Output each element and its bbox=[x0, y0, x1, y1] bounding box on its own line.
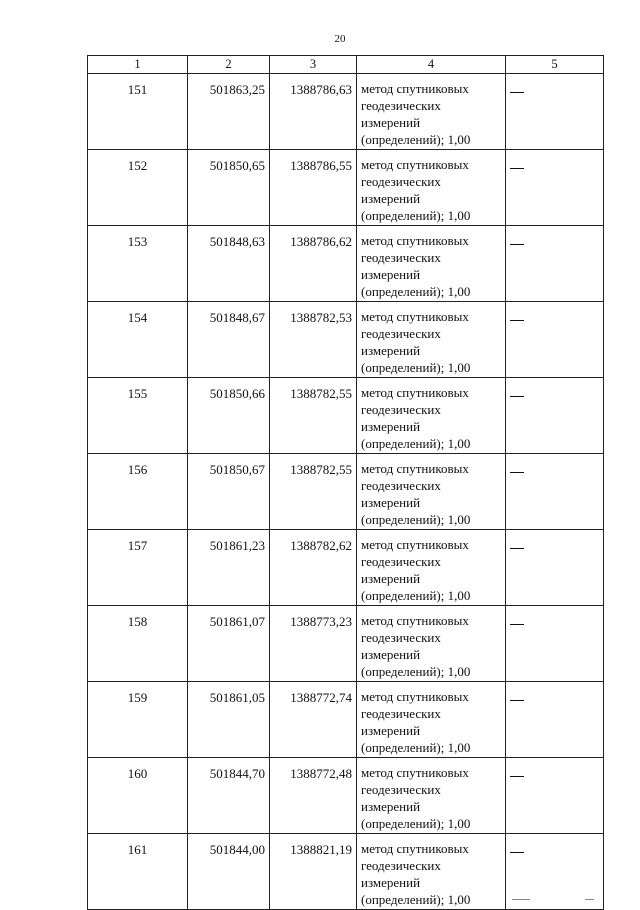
table-row bbox=[88, 530, 604, 606]
point-number: 157 bbox=[88, 530, 188, 606]
method-line: (определений); 1,00 bbox=[361, 208, 471, 223]
table-row bbox=[88, 74, 604, 150]
coordinate-y: 1388782,53 bbox=[270, 302, 357, 378]
method-line: (определений); 1,00 bbox=[361, 284, 471, 299]
header-col-2: 2 bbox=[188, 56, 270, 74]
method-line: метод спутниковых bbox=[361, 841, 469, 856]
method-description bbox=[357, 74, 506, 150]
table-header bbox=[88, 56, 604, 74]
coordinate-x: 501850,65 bbox=[188, 150, 270, 226]
method-description bbox=[357, 378, 506, 454]
method-line: метод спутниковых bbox=[361, 385, 469, 400]
table-row bbox=[88, 758, 604, 834]
dash-mark bbox=[510, 396, 524, 397]
dash-mark bbox=[510, 320, 524, 321]
note-cell bbox=[506, 378, 604, 454]
table-row bbox=[88, 226, 604, 302]
method-line: метод спутниковых bbox=[361, 233, 469, 248]
note-cell bbox=[506, 454, 604, 530]
method-line: измерений bbox=[361, 419, 421, 434]
method-line: метод спутниковых bbox=[361, 81, 469, 96]
dash-mark bbox=[510, 548, 524, 549]
method-line: метод спутниковых bbox=[361, 689, 469, 704]
method-line: геодезических bbox=[361, 174, 441, 189]
note-cell bbox=[506, 758, 604, 834]
method-line: метод спутниковых bbox=[361, 613, 469, 628]
dash-mark bbox=[510, 776, 524, 777]
method-line: (определений); 1,00 bbox=[361, 512, 471, 527]
coordinates-table bbox=[87, 55, 604, 910]
method-line: (определений); 1,00 bbox=[361, 588, 471, 603]
method-description bbox=[357, 834, 506, 910]
note-cell bbox=[506, 682, 604, 758]
scan-speck bbox=[585, 899, 594, 900]
dash-mark bbox=[510, 92, 524, 93]
method-line: (определений); 1,00 bbox=[361, 132, 471, 147]
coordinate-y: 1388772,48 bbox=[270, 758, 357, 834]
method-description bbox=[357, 302, 506, 378]
dash-mark bbox=[510, 472, 524, 473]
method-description bbox=[357, 150, 506, 226]
method-line: измерений bbox=[361, 495, 421, 510]
method-line: геодезических bbox=[361, 554, 441, 569]
point-number: 156 bbox=[88, 454, 188, 530]
coordinate-x: 501850,66 bbox=[188, 378, 270, 454]
header-col-3: 3 bbox=[270, 56, 357, 74]
method-line: (определений); 1,00 bbox=[361, 360, 471, 375]
point-number: 153 bbox=[88, 226, 188, 302]
point-number: 160 bbox=[88, 758, 188, 834]
method-line: (определений); 1,00 bbox=[361, 436, 471, 451]
coordinate-y: 1388786,63 bbox=[270, 74, 357, 150]
note-cell bbox=[506, 530, 604, 606]
method-line: метод спутниковых bbox=[361, 537, 469, 552]
note-cell bbox=[506, 150, 604, 226]
method-description bbox=[357, 226, 506, 302]
dash-mark bbox=[510, 168, 524, 169]
header-row bbox=[88, 56, 604, 74]
coordinate-x: 501861,23 bbox=[188, 530, 270, 606]
method-description bbox=[357, 530, 506, 606]
table-row bbox=[88, 150, 604, 226]
coordinate-x: 501861,05 bbox=[188, 682, 270, 758]
method-line: геодезических bbox=[361, 706, 441, 721]
method-line: геодезических bbox=[361, 782, 441, 797]
coordinate-y: 1388782,55 bbox=[270, 454, 357, 530]
method-line: (определений); 1,00 bbox=[361, 816, 471, 831]
note-cell bbox=[506, 74, 604, 150]
note-cell bbox=[506, 606, 604, 682]
page-number: 20 bbox=[334, 33, 346, 45]
method-description bbox=[357, 606, 506, 682]
method-line: измерений bbox=[361, 115, 421, 130]
method-line: метод спутниковых bbox=[361, 157, 469, 172]
method-line: измерений bbox=[361, 191, 421, 206]
coordinate-x: 501848,67 bbox=[188, 302, 270, 378]
method-description bbox=[357, 682, 506, 758]
method-line: геодезических bbox=[361, 630, 441, 645]
dash-mark bbox=[510, 244, 524, 245]
method-line: (определений); 1,00 bbox=[361, 664, 471, 679]
coordinate-x: 501848,63 bbox=[188, 226, 270, 302]
table-row bbox=[88, 454, 604, 530]
note-cell bbox=[506, 302, 604, 378]
coordinate-y: 1388786,55 bbox=[270, 150, 357, 226]
point-number: 155 bbox=[88, 378, 188, 454]
table-row bbox=[88, 378, 604, 454]
header-col-1: 1 bbox=[88, 56, 188, 74]
method-description bbox=[357, 758, 506, 834]
method-line: измерений bbox=[361, 875, 421, 890]
note-cell bbox=[506, 226, 604, 302]
coordinate-x: 501844,00 bbox=[188, 834, 270, 910]
dash-mark bbox=[510, 624, 524, 625]
method-line: измерений bbox=[361, 799, 421, 814]
coordinate-y: 1388772,74 bbox=[270, 682, 357, 758]
coordinate-x: 501863,25 bbox=[188, 74, 270, 150]
header-col-4: 4 bbox=[357, 56, 506, 74]
point-number: 152 bbox=[88, 150, 188, 226]
dash-mark bbox=[510, 852, 524, 853]
coordinate-y: 1388773,23 bbox=[270, 606, 357, 682]
method-line: (определений); 1,00 bbox=[361, 892, 471, 907]
method-line: геодезических bbox=[361, 250, 441, 265]
point-number: 159 bbox=[88, 682, 188, 758]
method-line: измерений bbox=[361, 647, 421, 662]
table-row bbox=[88, 606, 604, 682]
coordinate-y: 1388821,19 bbox=[270, 834, 357, 910]
method-line: (определений); 1,00 bbox=[361, 740, 471, 755]
table-row bbox=[88, 682, 604, 758]
method-line: измерений bbox=[361, 571, 421, 586]
header-col-5: 5 bbox=[506, 56, 604, 74]
method-line: геодезических bbox=[361, 98, 441, 113]
method-line: геодезических bbox=[361, 858, 441, 873]
point-number: 161 bbox=[88, 834, 188, 910]
method-line: метод спутниковых bbox=[361, 765, 469, 780]
method-description bbox=[357, 454, 506, 530]
dash-mark bbox=[510, 700, 524, 701]
method-line: метод спутниковых bbox=[361, 309, 469, 324]
method-line: измерений bbox=[361, 723, 421, 738]
coordinate-x: 501844,70 bbox=[188, 758, 270, 834]
table-body bbox=[88, 74, 604, 910]
method-line: геодезических bbox=[361, 402, 441, 417]
method-line: геодезических bbox=[361, 478, 441, 493]
point-number: 154 bbox=[88, 302, 188, 378]
coordinate-y: 1388782,55 bbox=[270, 378, 357, 454]
coordinate-x: 501850,67 bbox=[188, 454, 270, 530]
scan-speck bbox=[512, 899, 530, 900]
method-line: геодезических bbox=[361, 326, 441, 341]
table-row bbox=[88, 302, 604, 378]
method-line: измерений bbox=[361, 343, 421, 358]
coordinate-y: 1388786,62 bbox=[270, 226, 357, 302]
method-line: метод спутниковых bbox=[361, 461, 469, 476]
point-number: 151 bbox=[88, 74, 188, 150]
coordinate-x: 501861,07 bbox=[188, 606, 270, 682]
coordinate-y: 1388782,62 bbox=[270, 530, 357, 606]
method-line: измерений bbox=[361, 267, 421, 282]
point-number: 158 bbox=[88, 606, 188, 682]
